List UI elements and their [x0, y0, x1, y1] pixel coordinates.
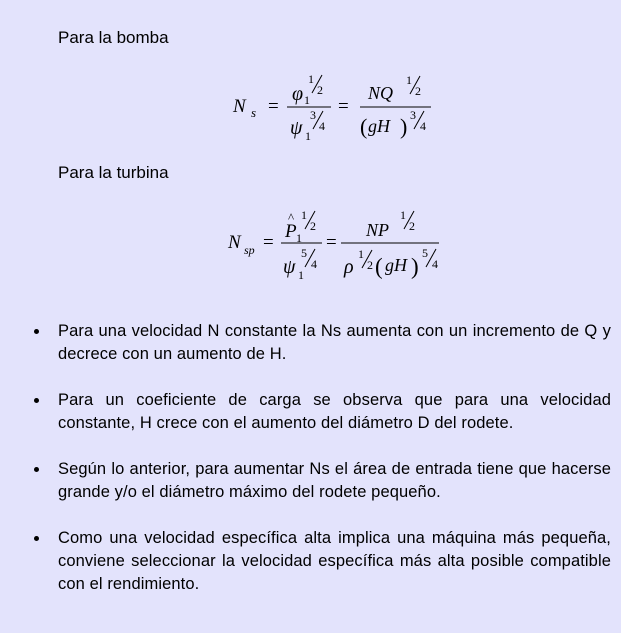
bullet-dot-icon [34, 398, 39, 403]
eq2-equals-2: = [326, 232, 337, 253]
eq2-lhs-sub: sp [244, 243, 255, 257]
bullet-item [58, 527, 611, 596]
eq1-rhs-exp-num: 1 [406, 73, 412, 87]
eq2-rho-exp-num: 1 [358, 247, 364, 261]
bullet-dot-icon [34, 467, 39, 472]
eq2-psi-exp-num: 5 [301, 246, 307, 260]
eq1-psi-exp-num: 3 [310, 108, 316, 122]
eq2-rparen: ) [411, 254, 419, 279]
heading-bomba: Para la bomba [58, 28, 169, 47]
eq2-psi-sub: 1 [298, 268, 304, 282]
eq1-rhs-numerator: NQ [368, 83, 394, 103]
bullet-item [58, 320, 611, 366]
eq1-rhs-denominator: gH [368, 116, 390, 136]
eq2-lparen: ( [375, 254, 383, 279]
bullet-item [58, 389, 611, 435]
eq1-lparen: ( [360, 114, 368, 139]
bullet-list [0, 320, 621, 619]
eq1-equals-2: = [338, 96, 349, 117]
eq1-den-exp-num: 3 [410, 108, 416, 122]
bullet-dot-icon [34, 329, 39, 334]
eq1-psi: ψ [290, 117, 303, 139]
eq2-rhs-denominator: gH [385, 255, 407, 275]
eq2-P-sub: 1 [296, 231, 302, 245]
eq2-rhs-exp-den: 2 [409, 219, 415, 233]
eq1-psi-exp-den: 4 [319, 119, 325, 133]
eq2-psi: ψ [283, 256, 296, 278]
eq2-p-hat: ^ [288, 210, 295, 225]
bullet-text: Para un coeficiente de carga se observa que para una velocidad constante, H crece con el aumento del diámetro D del rodete. [58, 391, 611, 432]
heading-turbina: Para la turbina [58, 163, 169, 182]
eq1-den-exp-den: 4 [420, 119, 426, 133]
eq1-phi-exp-num: 1 [308, 72, 314, 86]
eq1-phi-sub: 1 [304, 93, 310, 107]
eq1-rhs-exp-den: 2 [415, 84, 421, 98]
eq1-equals-1: = [268, 96, 279, 117]
eq1-phi: φ [292, 83, 304, 105]
eq2-equals-1: = [263, 232, 274, 253]
eq2-lhs-N: N [228, 232, 241, 253]
eq2-rhs-numerator: NP [366, 220, 390, 240]
eq1-psi-sub: 1 [305, 129, 311, 143]
eq2-den-exp-den: 4 [432, 257, 438, 271]
eq2-P-exp-den: 2 [310, 219, 316, 233]
bullet-text: Como una velocidad específica alta implica una máquina más pequeña, conviene seleccionar la velocidad específica más alta posible compatible con el rendimiento. [58, 529, 611, 593]
bullet-item [58, 458, 611, 504]
bullet-text: Para una velocidad N constante la Ns aumenta con un incremento de Q y decrece con un aumento de H. [58, 322, 611, 363]
eq2-psi-exp-den: 4 [311, 257, 317, 271]
eq2-rho: ρ [344, 256, 354, 278]
eq2-rho-exp-den: 2 [367, 258, 373, 272]
bullet-dot-icon [34, 536, 39, 541]
eq1-lhs-N: N [233, 96, 246, 117]
eq1-lhs-sub: s [251, 105, 257, 120]
eq2-den-exp-num: 5 [422, 246, 428, 260]
eq2-P-exp-num: 1 [301, 208, 307, 222]
eq1-phi-exp-den: 2 [317, 83, 323, 97]
eq1-rparen: ) [400, 114, 408, 139]
eq2-rhs-exp-num: 1 [400, 208, 406, 222]
eq2-P: P [285, 221, 297, 242]
bullet-text: Según lo anterior, para aumentar Ns el área de entrada tiene que hacerse grande y/o el diámetro máximo del rodete pequeño. [58, 460, 611, 501]
